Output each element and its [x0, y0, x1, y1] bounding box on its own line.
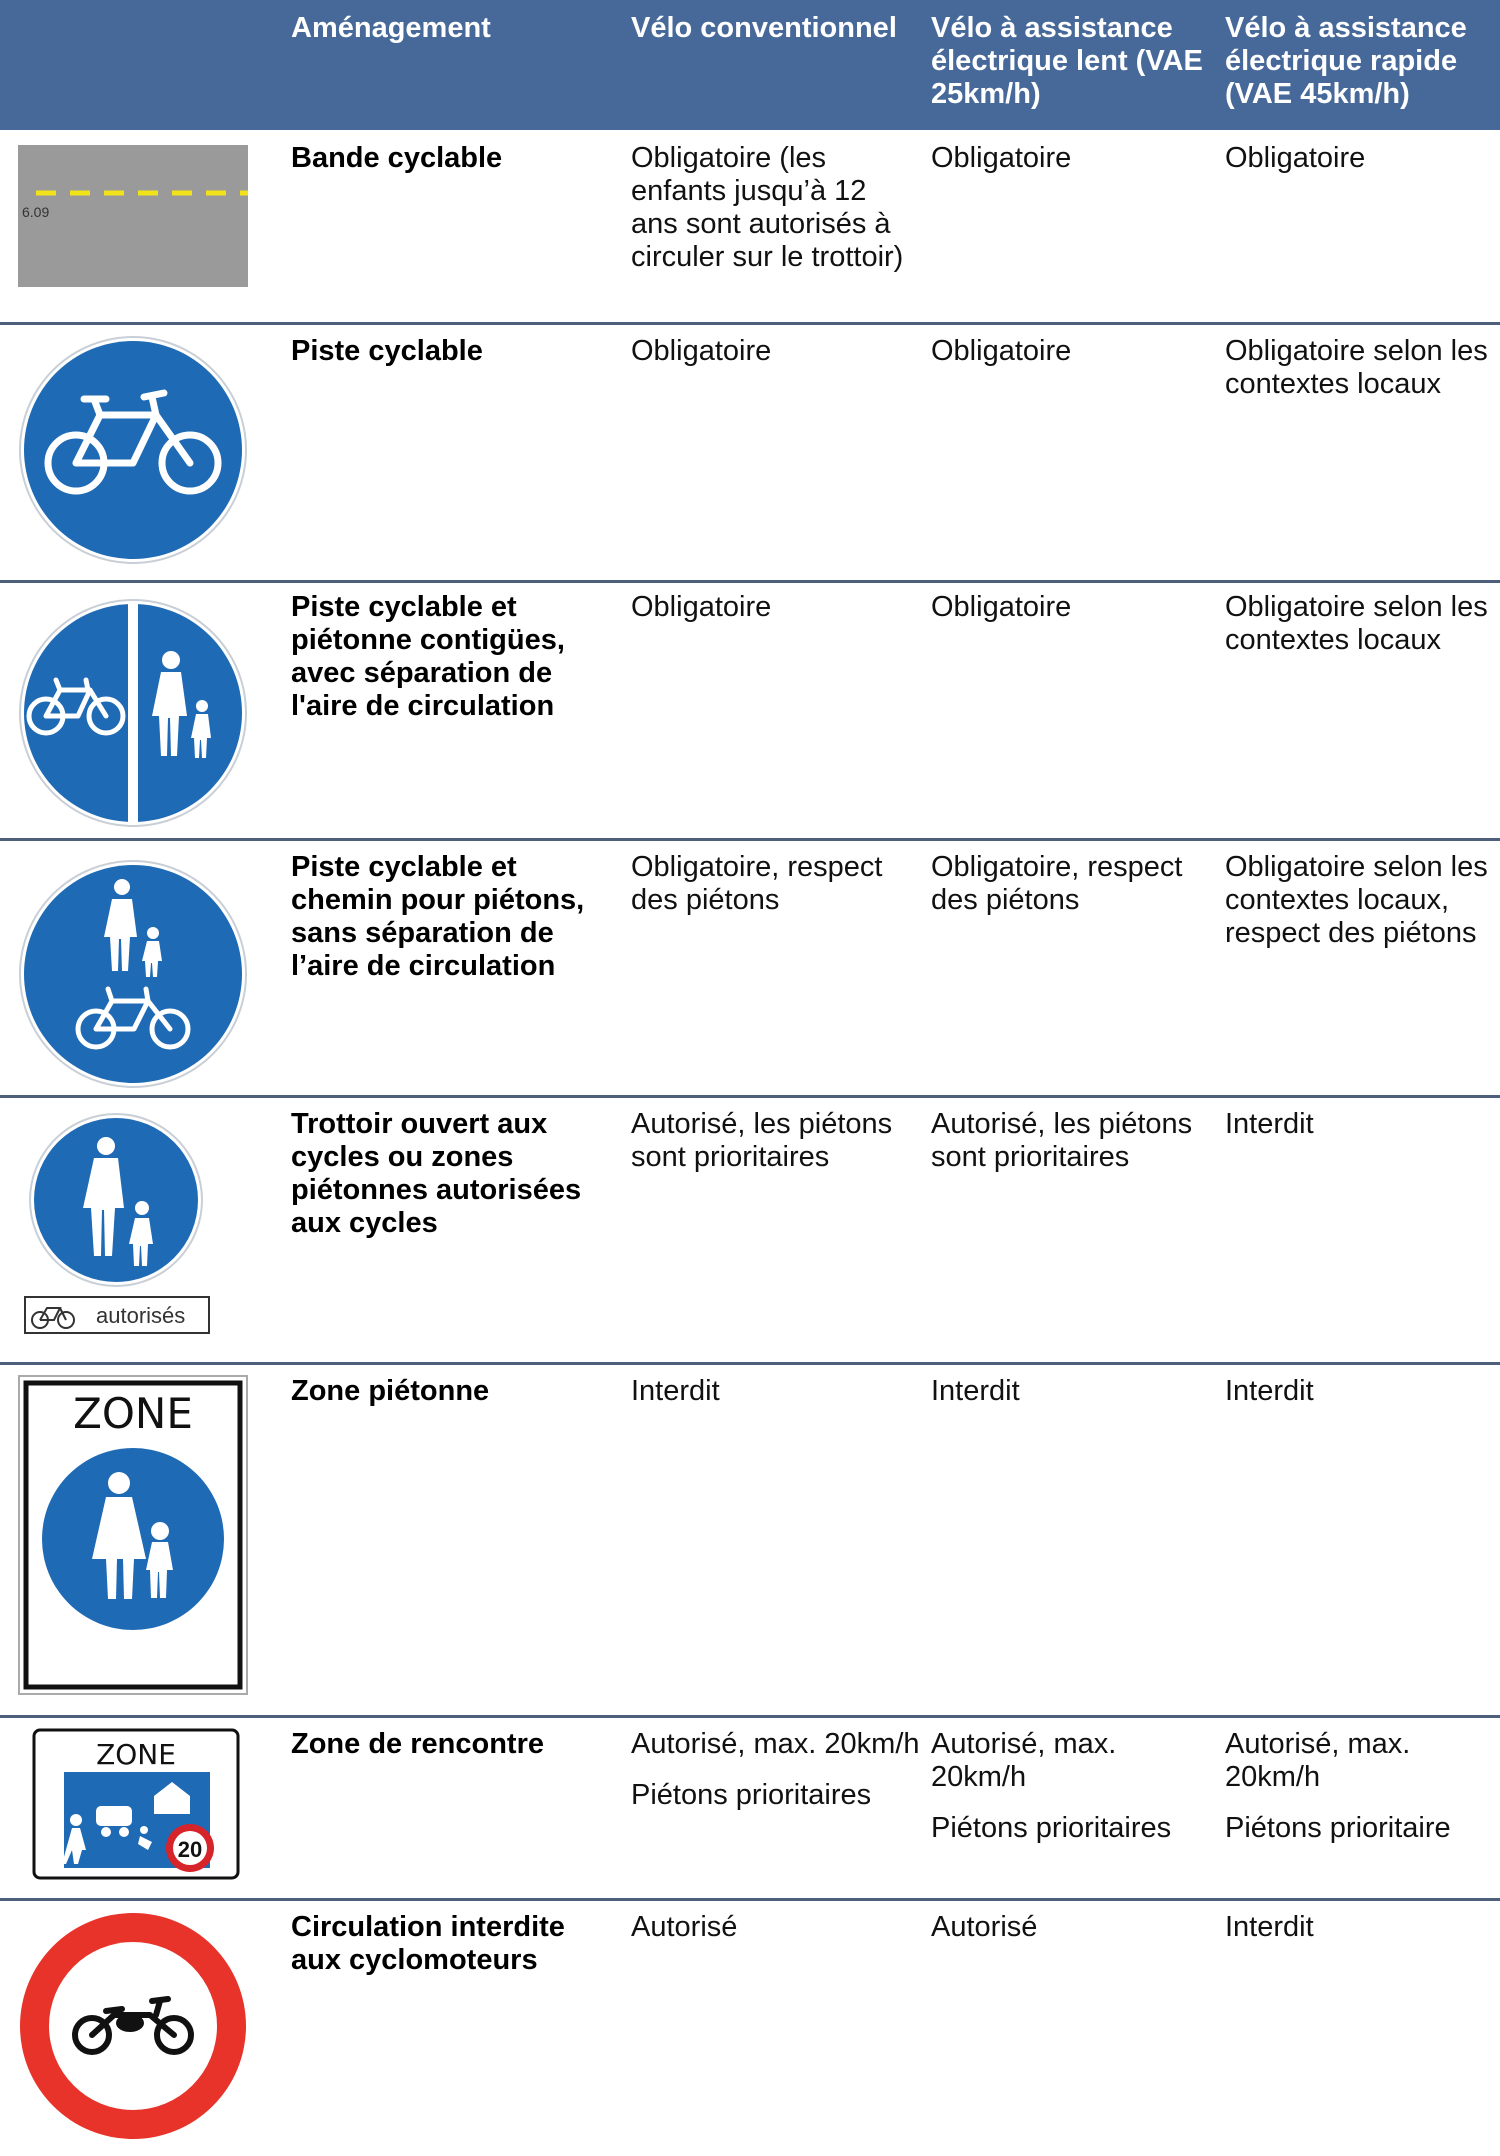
cell-note: Piétons prioritaire: [1225, 1812, 1451, 1844]
bike-pedestrian-shared-sign-icon: [18, 859, 248, 1089]
cell-vae-rapide: Obligatoire selon les contextes locaux, respect des piétons: [1225, 851, 1488, 949]
table-row: [0, 130, 1500, 322]
cell-vae-lent: Obligatoire: [931, 142, 1072, 174]
encounter-zone-sign-icon: [32, 1728, 240, 1880]
header-vae-lent: Vélo à assistance électrique lent (VAE 25km/h): [931, 12, 1203, 110]
bike-pedestrian-separated-sign-icon: [18, 598, 248, 828]
cell-vae-rapide: Obligatoire selon les contextes locaux: [1225, 335, 1488, 400]
table-row: [0, 325, 1500, 580]
bike-lane-marking-icon: [18, 145, 248, 287]
cell-velo: Obligatoire, respect des piétons: [631, 851, 883, 916]
pedestrian-sign-icon: [28, 1112, 204, 1288]
svg-text:autorisés: autorisés: [96, 1303, 186, 1328]
pedestrian-zone-sign-icon: [18, 1375, 248, 1695]
cell-text: Autorisé, max. 20km/h: [1225, 1728, 1411, 1793]
cell-vae-lent: Obligatoire: [931, 335, 1072, 367]
cell-vae-lent: Obligatoire: [931, 591, 1072, 623]
cell-vae-lent: Obligatoire, respect des piétons: [931, 851, 1183, 916]
cell-note: Piétons prioritaires: [631, 1779, 872, 1811]
svg-text:6.09: 6.09: [22, 204, 50, 220]
cell-text: Autorisé, max. 20km/h: [931, 1728, 1117, 1793]
cell-vae-rapide: Obligatoire selon les contextes locaux: [1225, 591, 1488, 656]
row-title: Trottoir ouvert aux cycles ou zones piétonnes autorisées aux cycles: [291, 1108, 582, 1239]
cell-vae-lent: Autorisé: [931, 1911, 1038, 1943]
table-row: [0, 1098, 1500, 1365]
cell-vae-rapide: Obligatoire: [1225, 142, 1366, 174]
cell-vae-rapide: Interdit: [1225, 1375, 1314, 1407]
cell-velo: Interdit: [631, 1375, 720, 1407]
svg-text:ZONE: ZONE: [73, 1389, 193, 1438]
row-title: Piste cyclable: [291, 335, 483, 367]
row-title: Zone piétonne: [291, 1375, 490, 1407]
cell-velo: Autorisé: [631, 1911, 738, 1943]
header-vae-rapide: Vélo à assistance électrique rapide (VAE 45km/h): [1225, 12, 1467, 110]
cell-text: Autorisé, max. 20km/h: [631, 1728, 920, 1760]
table-row: [0, 841, 1500, 1095]
cell-vae-rapide: Interdit: [1225, 1911, 1314, 1943]
table-row: [0, 1365, 1500, 1715]
cell-note: Piétons prioritaires: [931, 1812, 1172, 1844]
cell-vae-rapide: Interdit: [1225, 1108, 1314, 1140]
svg-text:20: 20: [177, 1837, 203, 1862]
cell-velo: Obligatoire: [631, 335, 772, 367]
no-mopeds-sign-icon: [18, 1911, 248, 2141]
header-velo-conventionnel: Vélo conventionnel: [631, 12, 897, 44]
table-row: [0, 1718, 1500, 1898]
cell-velo: Obligatoire: [631, 591, 772, 623]
row-title: Bande cyclable: [291, 142, 503, 174]
bike-path-sign-icon: [18, 335, 248, 565]
cell-vae-lent: Autorisé, les piétons sont prioritaires: [931, 1108, 1193, 1173]
cell-vae-lent: [931, 1728, 1216, 1845]
header-amenagement: Aménagement: [291, 12, 491, 44]
svg-text:ZONE: ZONE: [96, 1738, 176, 1771]
row-title: Piste cyclable et piétonne contigües, avec séparation de l'aire de circulation: [291, 591, 565, 722]
row-title: Circulation interdite aux cyclomoteurs: [291, 1911, 565, 1976]
bikes-allowed-plate-icon: [24, 1296, 210, 1334]
table-row: [0, 583, 1500, 838]
cell-vae-rapide: [1225, 1728, 1500, 1845]
cell-velo: Obligatoire (les enfants jusqu’à 12 ans sont autorisés à circuler sur le trottoir): [631, 142, 904, 273]
cell-velo: Autorisé, les piétons sont prioritaires: [631, 1108, 893, 1173]
cell-velo: [631, 1728, 921, 1812]
row-title: Zone de rencontre: [291, 1728, 544, 1760]
cell-vae-lent: Interdit: [931, 1375, 1020, 1407]
table-row: [0, 1901, 1500, 2156]
table-header: [0, 0, 1500, 130]
row-title: Piste cyclable et chemin pour piétons, sans séparation de l’aire de circulation: [291, 851, 585, 982]
